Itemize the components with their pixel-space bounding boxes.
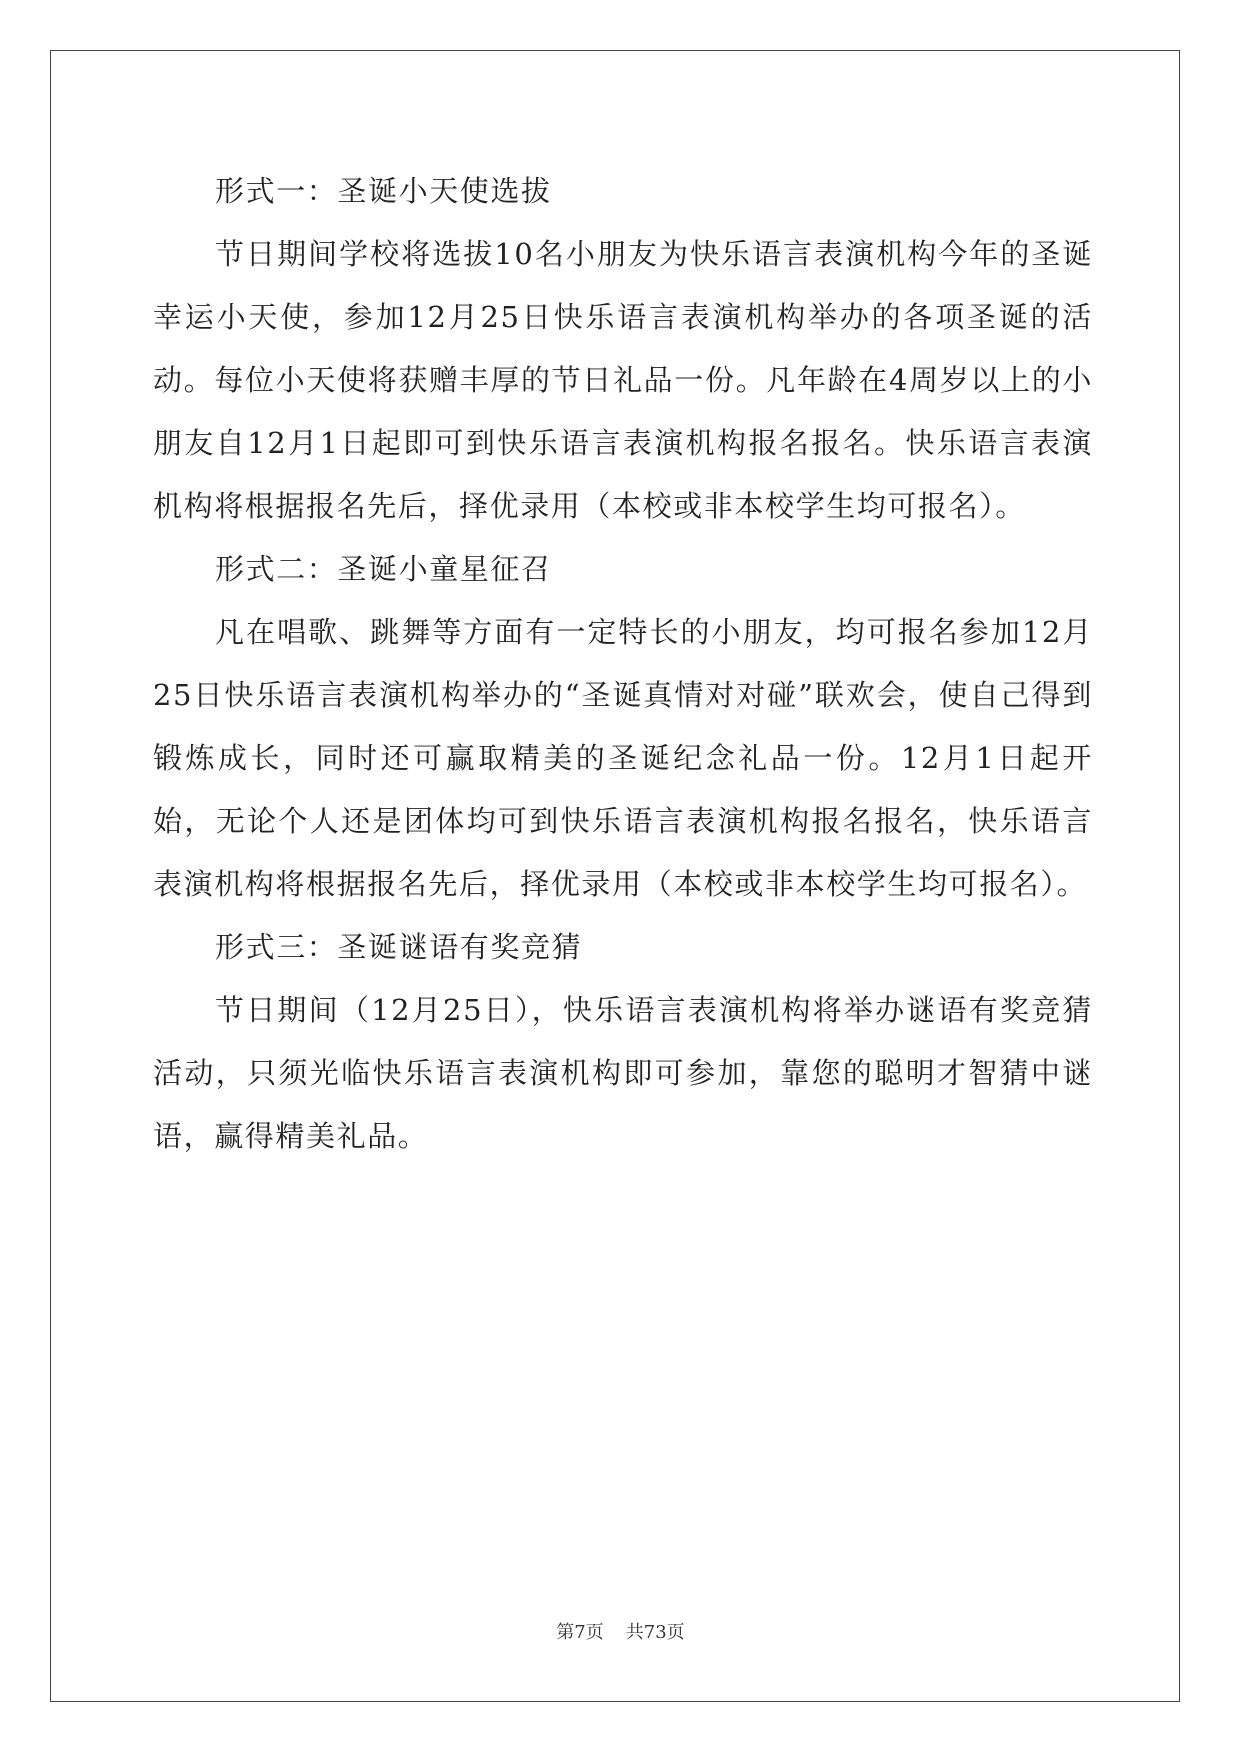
section-heading-2: 形式二：圣诞小童星征召 (215, 552, 552, 586)
page-footer (0, 1618, 1241, 1644)
page-total: 共73页 (625, 1622, 685, 1643)
paragraph-angel-selection: 节日期间学校将选拔10名小朋友为快乐语言表演机构今年的圣诞幸运小天使，参加12月25日快乐语言表演机构举办的各项圣诞的活动。每位小天使将获赠丰厚的节日礼品一份。凡年龄在4周岁以上的小朋友自12月1日起即可到快乐语言表演机构报名报名。快乐语言表演机构将根据报名先后，择优录用（本校或非本校学生均可报名）。 (153, 237, 1093, 523)
paragraph-child-star: 凡在唱歌、跳舞等方面有一定特长的小朋友，均可报名参加12月25日快乐语言表演机构举办的“圣诞真情对对碰”联欢会，使自己得到锻炼成长，同时还可赢取精美的圣诞纪念礼品一份。12月1日起开始，无论个人还是团体均可到快乐语言表演机构报名报名，快乐语言表演机构将根据报名先后，择优录用（本校或非本校学生均可报名）。 (153, 615, 1093, 901)
section-heading-3: 形式三：圣诞谜语有奖竞猜 (215, 930, 583, 964)
page-number: 第7页 (556, 1622, 604, 1643)
document-body (153, 160, 1093, 1168)
paragraph-riddle-contest: 节日期间（12月25日），快乐语言表演机构将举办谜语有奖竞猜活动，只须光临快乐语言表演机构即可参加，靠您的聪明才智猜中谜语，赢得精美礼品。 (153, 993, 1093, 1153)
section-heading-1: 形式一：圣诞小天使选拔 (215, 174, 552, 208)
